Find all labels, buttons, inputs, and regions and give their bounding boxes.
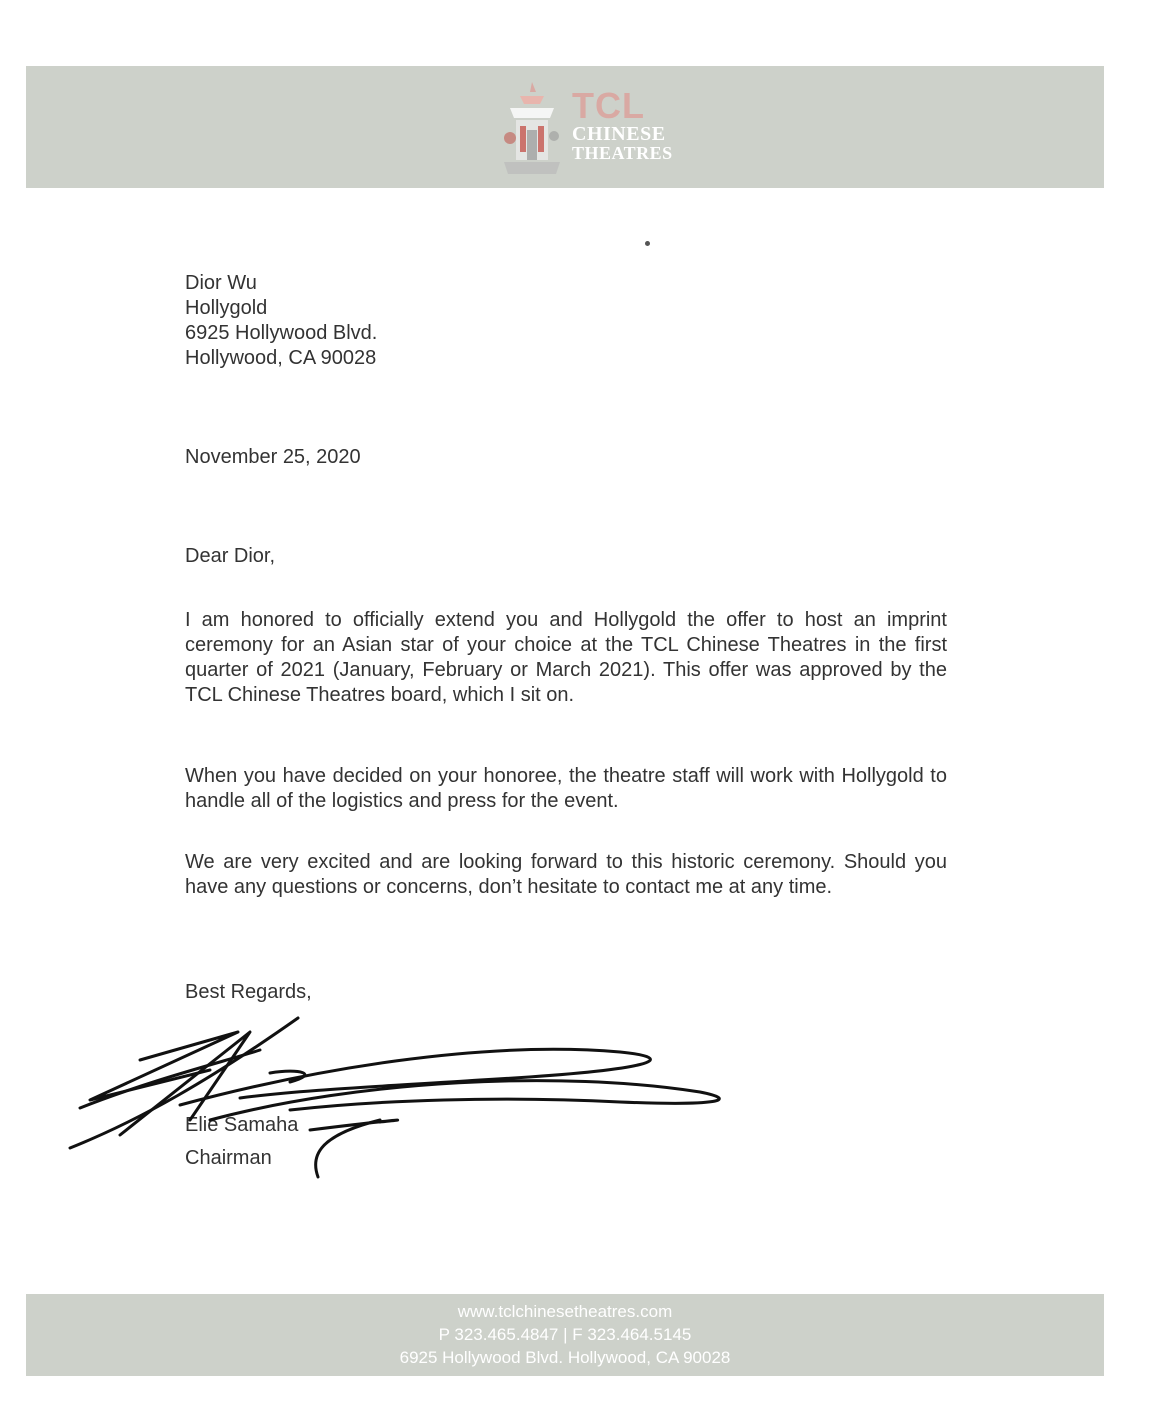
- tcl-chinese-theatres-logo: [496, 78, 696, 178]
- logo-wordmark: [572, 85, 673, 163]
- recipient-address: [185, 271, 377, 371]
- letter-date: November 25, 2020: [185, 446, 361, 468]
- handwritten-signature: [60, 1010, 760, 1200]
- recipient-company: Hollygold: [185, 297, 268, 319]
- theatre-facade-icon: [496, 78, 568, 178]
- body-paragraph-2: When you have decided on your honoree, the theatre staff will work with Hollygold to handle all of the logistics and press for the event.: [185, 765, 947, 812]
- scan-speck: [645, 241, 650, 246]
- recipient-name: Dior Wu: [185, 272, 257, 294]
- logo-chinese-text: CHINESE: [572, 123, 666, 145]
- letterhead-band: [26, 66, 1104, 188]
- recipient-city: Hollywood, CA 90028: [185, 347, 377, 369]
- closing: Best Regards,: [185, 981, 312, 1003]
- logo-tcl-text: TCL: [572, 85, 645, 126]
- footer-address: 6925 Hollywood Blvd. Hollywood, CA 90028: [399, 1348, 731, 1367]
- footer-phone-fax: P 323.465.4847 | F 323.464.5145: [438, 1325, 692, 1344]
- signer-title: Chairman: [185, 1147, 272, 1169]
- footer-website: www.tclchinesetheatres.com: [457, 1302, 673, 1321]
- signer-name: Elie Samaha: [185, 1114, 299, 1136]
- body-paragraph-3: We are very excited and are looking forward to this historic ceremony. Should you have any questions or concerns, don’t hesitate to contact me at any time.: [185, 851, 947, 898]
- recipient-street: 6925 Hollywood Blvd.: [185, 322, 378, 344]
- salutation: Dear Dior,: [185, 545, 276, 567]
- logo-theatres-text: THEATRES: [572, 143, 673, 163]
- letterhead-footer: [26, 1294, 1104, 1376]
- body-paragraph-1: I am honored to officially extend you and Hollygold the offer to host an imprint ceremony for an Asian star of your choice at the TCL Chinese Theatres in the first quarter of 2021 (January, February or March 2021). This offer was approved by the TCL Chinese Theatres board, which I sit on.: [185, 609, 947, 706]
